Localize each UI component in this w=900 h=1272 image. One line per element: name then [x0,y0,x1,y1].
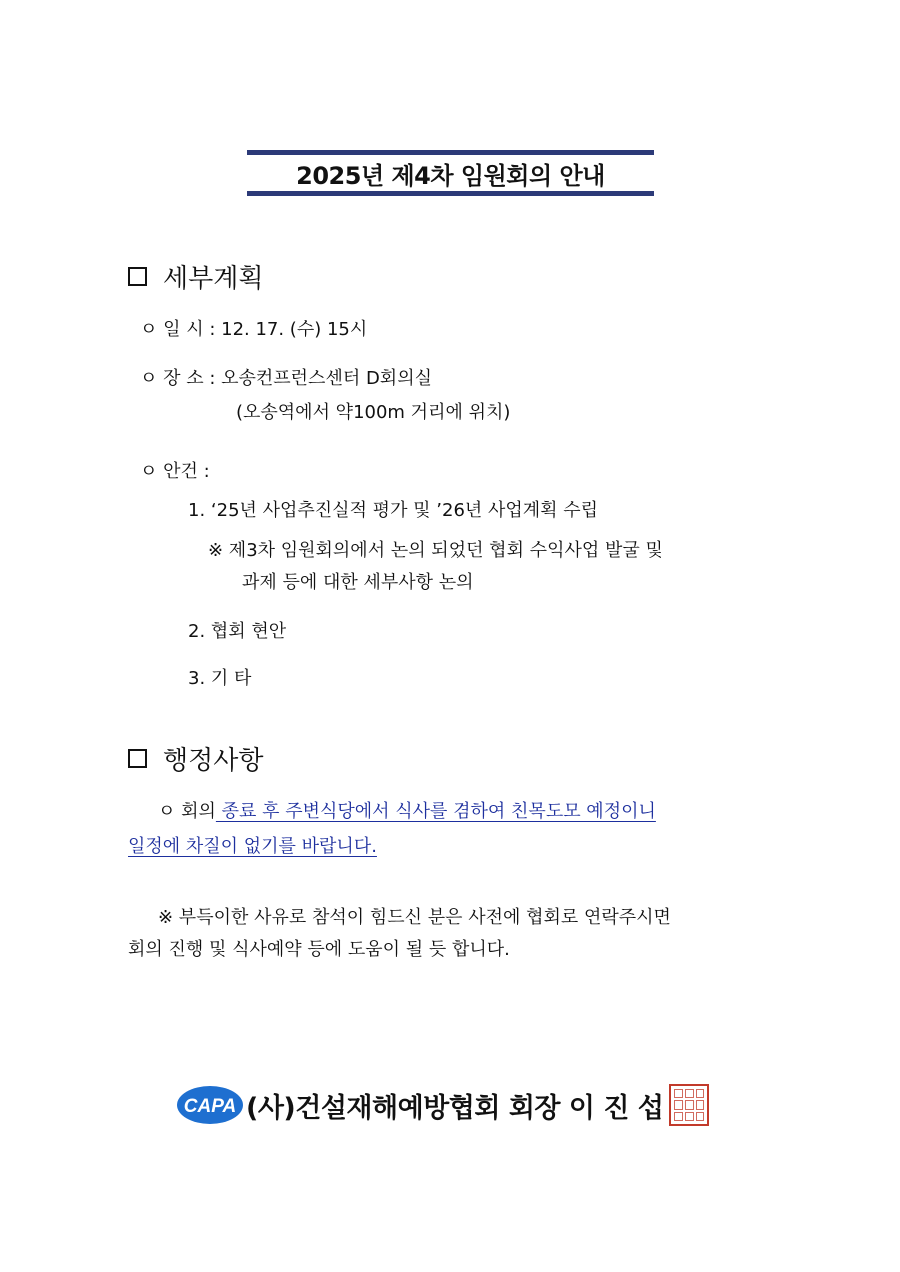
agenda-item-2: 2. 협회 현안 [188,621,287,642]
section-heading-plan [128,258,263,295]
agenda-label: ㅇ 안건 : [140,461,210,482]
document-title-box [247,150,654,196]
admin-prefix: ㅇ 회의 [158,801,216,822]
place-line: ㅇ 장 소 : 오송컨프런스센터 D회의실 [140,368,432,389]
date-line: ㅇ 일 시 : 12. 17. (수) 15시 [140,319,368,340]
notice-line2: 회의 진행 및 식사예약 등에 도움이 될 듯 합니다. [128,939,510,960]
signature-text: (사)건설재해예방협회 회장 이 진 섭 [246,1092,664,1124]
place-note: (오송역에서 약100m 거리에 위치) [236,402,511,423]
agenda-item-3: 3. 기 타 [188,668,252,689]
section-heading-admin [128,740,263,777]
agenda-item-1: 1. ‘25년 사업추진실적 평가 및 ’26년 사업계획 수립 [188,500,599,521]
agenda-note-line2: 과제 등에 대한 세부사항 논의 [242,572,474,593]
section-heading-admin-text: 행정사항 [163,746,264,776]
section-heading-plan-text: 세부계획 [163,264,264,294]
notice-line1: ※ 부득이한 사유로 참석이 힘드신 분은 사전에 협회로 연락주시면 [158,907,671,928]
square-bullet-icon [128,267,147,286]
admin-line2 [128,832,377,858]
signature-block [176,1082,709,1128]
document-title: 2025년 제4차 임원회의 안내 [296,161,605,190]
admin-line1 [158,797,656,823]
agenda-note-line1: ※ 제3차 임원회의에서 논의 되었던 협회 수익사업 발굴 및 [208,540,663,561]
admin-highlight-line1: 종료 후 주변식당에서 식사를 겸하여 친목도모 예정이니 [215,801,656,822]
capa-logo-text: CAPA [183,1096,237,1117]
square-bullet-icon [128,749,147,768]
official-seal-icon [669,1084,709,1126]
admin-highlight-line2: 일정에 차질이 없기를 바랍니다. [128,836,377,857]
capa-logo-icon [176,1084,244,1126]
